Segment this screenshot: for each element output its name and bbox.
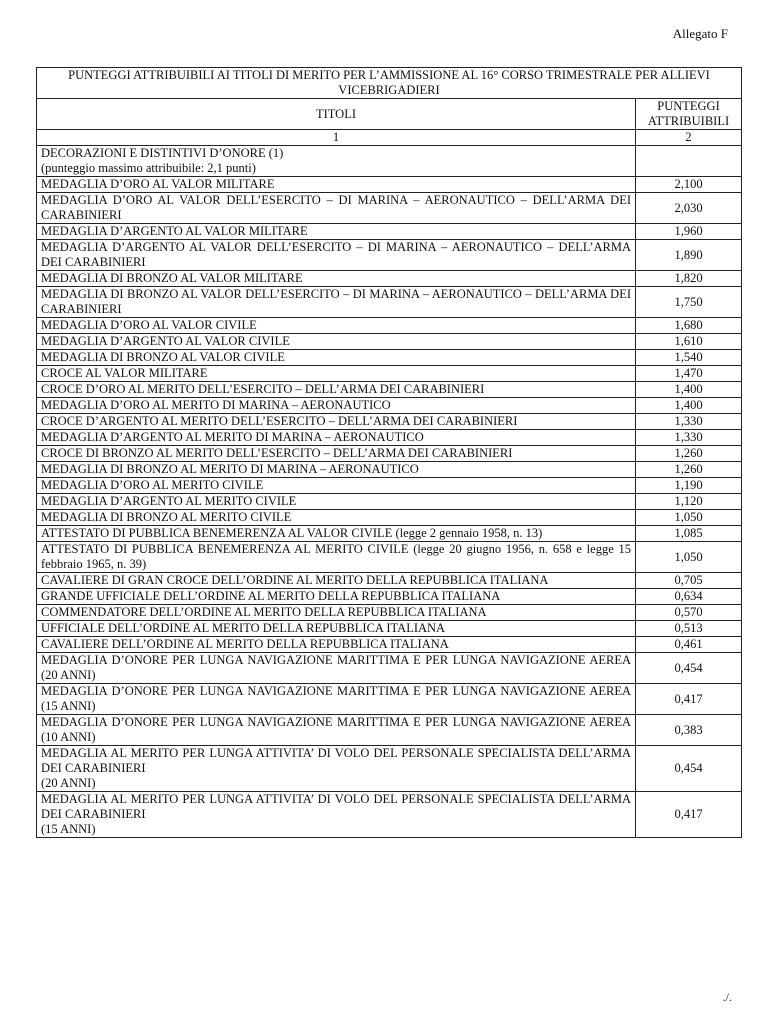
table-row bbox=[37, 605, 742, 621]
title-cell bbox=[37, 240, 636, 271]
title-cell bbox=[37, 193, 636, 224]
table-row bbox=[37, 621, 742, 637]
title-text: GRANDE UFFICIALE DELL’ORDINE AL MERITO DELLA REPUBBLICA ITALIANA bbox=[41, 589, 501, 603]
title-text: MEDAGLIA D’ARGENTO AL VALOR MILITARE bbox=[41, 224, 308, 238]
table-row bbox=[37, 792, 742, 838]
score-cell: 0,417 bbox=[636, 684, 742, 715]
column-header-row bbox=[37, 99, 742, 130]
title-text: MEDAGLIA D’ORO AL MERITO CIVILE bbox=[41, 478, 264, 492]
score-cell: 1,540 bbox=[636, 350, 742, 366]
section-header-row bbox=[37, 146, 742, 177]
title-cell bbox=[37, 382, 636, 398]
score-cell: 1,400 bbox=[636, 382, 742, 398]
table-row bbox=[37, 446, 742, 462]
section-score-empty bbox=[636, 146, 742, 177]
title-text: MEDAGLIA DI BRONZO AL VALOR MILITARE bbox=[41, 271, 303, 285]
table-row bbox=[37, 494, 742, 510]
title-cell bbox=[37, 792, 636, 838]
table-row bbox=[37, 334, 742, 350]
score-cell: 2,100 bbox=[636, 177, 742, 193]
title-text: CROCE D’ORO AL MERITO DELL’ESERCITO – DELL’ARMA DEI CARABINIERI bbox=[41, 382, 485, 396]
attachment-label: Allegato F bbox=[672, 26, 728, 41]
table-row bbox=[37, 177, 742, 193]
score-cell: 1,085 bbox=[636, 526, 742, 542]
score-cell: 1,610 bbox=[636, 334, 742, 350]
title-cell bbox=[37, 430, 636, 446]
title-suffix: (20 ANNI) bbox=[41, 776, 96, 790]
title-text: CAVALIERE DI GRAN CROCE DELL’ORDINE AL MERITO DELLA REPUBBLICA ITALIANA bbox=[41, 573, 549, 587]
score-cell: 0,705 bbox=[636, 573, 742, 589]
section-title: DECORAZIONI E DISTINTIVI D’ONORE (1) bbox=[41, 146, 284, 160]
table-row bbox=[37, 350, 742, 366]
score-cell: 1,330 bbox=[636, 414, 742, 430]
title-text: MEDAGLIA DI BRONZO AL MERITO CIVILE bbox=[41, 510, 292, 524]
title-text: CROCE D’ARGENTO AL MERITO DELL’ESERCITO – DELL’ARMA DEI CARABINIERI bbox=[41, 414, 518, 428]
title-cell bbox=[37, 746, 636, 792]
table-row bbox=[37, 271, 742, 287]
score-cell: 1,470 bbox=[636, 366, 742, 382]
table-row bbox=[37, 224, 742, 240]
table-body bbox=[37, 68, 742, 838]
title-text: MEDAGLIA D’ORO AL MERITO DI MARINA – AERONAUTICO bbox=[41, 398, 391, 412]
title-text: MEDAGLIA D’ORO AL VALOR CIVILE bbox=[41, 318, 257, 332]
title-cell bbox=[37, 334, 636, 350]
title-cell bbox=[37, 542, 636, 573]
title-cell bbox=[37, 684, 636, 715]
title-cell bbox=[37, 589, 636, 605]
score-cell: 2,030 bbox=[636, 193, 742, 224]
table-row bbox=[37, 573, 742, 589]
title-suffix: (15 ANNI) bbox=[41, 822, 96, 836]
score-cell: 0,417 bbox=[636, 792, 742, 838]
title-cell bbox=[37, 621, 636, 637]
score-cell: 1,750 bbox=[636, 287, 742, 318]
table-row bbox=[37, 746, 742, 792]
title-text: ATTESTATO DI PUBBLICA BENEMERENZA AL VALOR CIVILE (legge 2 gennaio 1958, n. 13) bbox=[41, 526, 543, 540]
title-text: MEDAGLIA D’ARGENTO AL VALOR DELL’ESERCITO – DI MARINA – AERONAUTICO – DELL’ARMA DEI CARABINIERI bbox=[41, 240, 631, 269]
table-row bbox=[37, 510, 742, 526]
table-row bbox=[37, 637, 742, 653]
column-header-punteggi: PUNTEGGI ATTRIBUIBILI bbox=[636, 99, 742, 130]
score-cell: 1,890 bbox=[636, 240, 742, 271]
score-cell: 1,260 bbox=[636, 446, 742, 462]
title-cell bbox=[37, 287, 636, 318]
title-cell bbox=[37, 224, 636, 240]
title-text: ATTESTATO DI PUBBLICA BENEMERENZA AL MERITO CIVILE (legge 20 giugno 1956, n. 658 e legge 15 febbraio 1965, n. 39) bbox=[41, 542, 631, 571]
title-text: MEDAGLIA D’ONORE PER LUNGA NAVIGAZIONE MARITTIMA E PER LUNGA NAVIGAZIONE AEREA (15 ANNI) bbox=[41, 684, 631, 713]
merit-score-table bbox=[36, 67, 742, 838]
score-cell: 1,960 bbox=[636, 224, 742, 240]
title-cell bbox=[37, 605, 636, 621]
table-row bbox=[37, 414, 742, 430]
table-row bbox=[37, 287, 742, 318]
column-header-titoli: TITOLI bbox=[37, 99, 636, 130]
title-cell bbox=[37, 366, 636, 382]
table-row bbox=[37, 366, 742, 382]
score-cell: 0,570 bbox=[636, 605, 742, 621]
table-title-row bbox=[37, 68, 742, 99]
title-text: MEDAGLIA D’ARGENTO AL VALOR CIVILE bbox=[41, 334, 290, 348]
title-text: MEDAGLIA DI BRONZO AL MERITO DI MARINA – AERONAUTICO bbox=[41, 462, 419, 476]
section-note: (punteggio massimo attribuibile: 2,1 punti) bbox=[41, 161, 256, 175]
title-text: MEDAGLIA D’ORO AL VALOR MILITARE bbox=[41, 177, 275, 191]
title-text: MEDAGLIA AL MERITO PER LUNGA ATTIVITA’ DI VOLO DEL PERSONALE SPECIALISTA DELL’ARMA DEI CARABINIERI bbox=[41, 746, 631, 775]
table-row bbox=[37, 462, 742, 478]
title-cell bbox=[37, 510, 636, 526]
score-cell: 1,190 bbox=[636, 478, 742, 494]
title-cell bbox=[37, 715, 636, 746]
title-text: COMMENDATORE DELL’ORDINE AL MERITO DELLA REPUBBLICA ITALIANA bbox=[41, 605, 487, 619]
title-cell bbox=[37, 494, 636, 510]
title-cell bbox=[37, 350, 636, 366]
score-cell: 1,400 bbox=[636, 398, 742, 414]
score-cell: 0,461 bbox=[636, 637, 742, 653]
title-cell bbox=[37, 177, 636, 193]
title-text: UFFICIALE DELL’ORDINE AL MERITO DELLA REPUBBLICA ITALIANA bbox=[41, 621, 446, 635]
column-number-row bbox=[37, 130, 742, 146]
title-text: MEDAGLIA D’ORO AL VALOR DELL’ESERCITO – DI MARINA – AERONAUTICO – DELL’ARMA DEI CARABINIERI bbox=[41, 193, 631, 222]
continuation-mark: ./. bbox=[722, 990, 732, 1004]
score-cell: 1,680 bbox=[636, 318, 742, 334]
title-text: MEDAGLIA D’ARGENTO AL MERITO DI MARINA – AERONAUTICO bbox=[41, 430, 424, 444]
section-header-cell bbox=[37, 146, 636, 177]
title-text: CROCE DI BRONZO AL MERITO DELL’ESERCITO – DELL’ARMA DEI CARABINIERI bbox=[41, 446, 513, 460]
table-row bbox=[37, 653, 742, 684]
score-cell: 1,120 bbox=[636, 494, 742, 510]
table-row bbox=[37, 430, 742, 446]
title-text: MEDAGLIA DI BRONZO AL VALOR CIVILE bbox=[41, 350, 285, 364]
score-cell: 0,634 bbox=[636, 589, 742, 605]
score-cell: 0,383 bbox=[636, 715, 742, 746]
table-row bbox=[37, 240, 742, 271]
title-cell bbox=[37, 398, 636, 414]
title-cell bbox=[37, 462, 636, 478]
score-cell: 1,050 bbox=[636, 542, 742, 573]
title-text: CROCE AL VALOR MILITARE bbox=[41, 366, 208, 380]
table-row bbox=[37, 318, 742, 334]
table-row bbox=[37, 478, 742, 494]
score-cell: 1,820 bbox=[636, 271, 742, 287]
title-text: MEDAGLIA D’ONORE PER LUNGA NAVIGAZIONE MARITTIMA E PER LUNGA NAVIGAZIONE AEREA (10 ANNI) bbox=[41, 715, 631, 744]
table-row bbox=[37, 715, 742, 746]
title-cell bbox=[37, 478, 636, 494]
title-text: CAVALIERE DELL’ORDINE AL MERITO DELLA REPUBBLICA ITALIANA bbox=[41, 637, 449, 651]
title-cell bbox=[37, 271, 636, 287]
title-text: MEDAGLIA DI BRONZO AL VALOR DELL’ESERCITO – DI MARINA – AERONAUTICO – DELL’ARMA DEI CARABINIERI bbox=[41, 287, 631, 316]
score-cell: 0,454 bbox=[636, 653, 742, 684]
column-number-2: 2 bbox=[636, 130, 742, 146]
title-text: MEDAGLIA AL MERITO PER LUNGA ATTIVITA’ DI VOLO DEL PERSONALE SPECIALISTA DELL’ARMA DEI CARABINIERI bbox=[41, 792, 631, 821]
table-row bbox=[37, 193, 742, 224]
column-number-1: 1 bbox=[37, 130, 636, 146]
score-cell: 0,513 bbox=[636, 621, 742, 637]
title-cell bbox=[37, 573, 636, 589]
title-text: MEDAGLIA D’ARGENTO AL MERITO CIVILE bbox=[41, 494, 297, 508]
title-cell bbox=[37, 637, 636, 653]
score-cell: 1,050 bbox=[636, 510, 742, 526]
score-cell: 1,260 bbox=[636, 462, 742, 478]
score-cell: 1,330 bbox=[636, 430, 742, 446]
table-row bbox=[37, 382, 742, 398]
table-row bbox=[37, 398, 742, 414]
title-cell bbox=[37, 526, 636, 542]
table-row bbox=[37, 526, 742, 542]
table-row bbox=[37, 542, 742, 573]
title-text: MEDAGLIA D’ONORE PER LUNGA NAVIGAZIONE MARITTIMA E PER LUNGA NAVIGAZIONE AEREA (20 ANNI) bbox=[41, 653, 631, 682]
table-row bbox=[37, 589, 742, 605]
table-title: PUNTEGGI ATTRIBUIBILI AI TITOLI DI MERITO PER L’AMMISSIONE AL 16° CORSO TRIMESTRALE PER ALLIEVI VICEBRIGADIERI bbox=[37, 68, 742, 99]
score-cell: 0,454 bbox=[636, 746, 742, 792]
title-cell bbox=[37, 414, 636, 430]
table-row bbox=[37, 684, 742, 715]
title-cell bbox=[37, 653, 636, 684]
title-cell bbox=[37, 446, 636, 462]
title-cell bbox=[37, 318, 636, 334]
